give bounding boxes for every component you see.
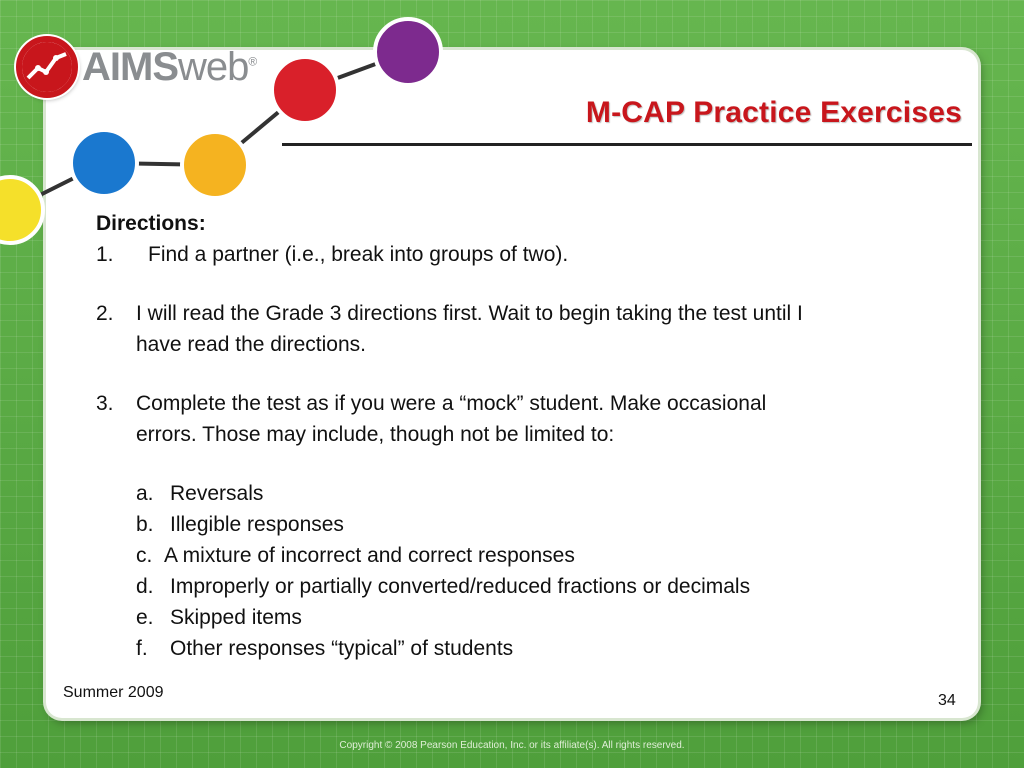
sub-list-letter: b. <box>136 513 154 536</box>
sub-list-letter: c. <box>136 544 153 567</box>
sub-list-text: Illegible responses <box>170 513 344 536</box>
footer-date: Summer 2009 <box>63 684 164 701</box>
list-item-text: Find a partner (i.e., break into groups of two). <box>148 243 569 266</box>
sub-list <box>96 478 966 664</box>
list-item-number: 2. <box>96 302 114 325</box>
red-dot <box>272 57 338 123</box>
sub-list-letter: d. <box>136 575 154 598</box>
chart-badge-icon <box>16 36 78 98</box>
list-item-text: I will read the Grade 3 directions first. Wait to begin taking the test until I <box>136 302 803 325</box>
list-item <box>96 388 966 450</box>
page-number: 34 <box>938 692 956 709</box>
yellow-dot <box>0 177 43 243</box>
sub-list-text: Improperly or partially converted/reduced fractions or decimals <box>170 575 751 598</box>
list-item <box>96 239 966 270</box>
sub-list-text: Skipped items <box>170 606 302 629</box>
sub-list-text: Reversals <box>170 482 264 505</box>
aimsweb-logo <box>16 36 256 98</box>
blue-dot <box>71 130 137 196</box>
slide-title: M-CAP Practice Exercises <box>585 96 962 129</box>
logo-registered-mark: ® <box>248 54 257 69</box>
purple-dot <box>375 19 441 85</box>
slide-content <box>96 208 966 664</box>
logo-brand-bold: AIMS <box>82 44 178 89</box>
directions-heading: Directions: <box>96 212 206 235</box>
list-item-text: have read the directions. <box>136 333 366 356</box>
list-item-text: errors. Those may include, though not be limited to: <box>136 423 615 446</box>
sub-list-item <box>136 633 966 664</box>
list-item-number: 1. <box>96 243 114 266</box>
sub-list-item <box>136 540 966 571</box>
orange-dot <box>182 132 248 198</box>
sub-list-item <box>136 509 966 540</box>
title-underline <box>282 143 972 146</box>
sub-list-item <box>136 478 966 509</box>
sub-list-letter: e. <box>136 606 154 629</box>
list-item <box>96 298 966 360</box>
sub-list-letter: f. <box>136 637 148 660</box>
logo-wordmark <box>82 45 256 90</box>
copyright-text: Copyright © 2008 Pearson Education, Inc. or its affiliate(s). All rights reserved. <box>339 740 685 751</box>
sub-list-text: Other responses “typical” of students <box>170 637 514 660</box>
sub-list-item <box>136 602 966 633</box>
list-item-text: Complete the test as if you were a “mock” student. Make occasional <box>136 392 767 415</box>
copyright-notice <box>0 740 1024 751</box>
sub-list-text: A mixture of incorrect and correct responses <box>164 544 575 567</box>
sub-list-letter: a. <box>136 482 154 505</box>
list-item-number: 3. <box>96 392 114 415</box>
sub-list-item <box>136 571 966 602</box>
logo-brand-light: web <box>178 44 249 89</box>
